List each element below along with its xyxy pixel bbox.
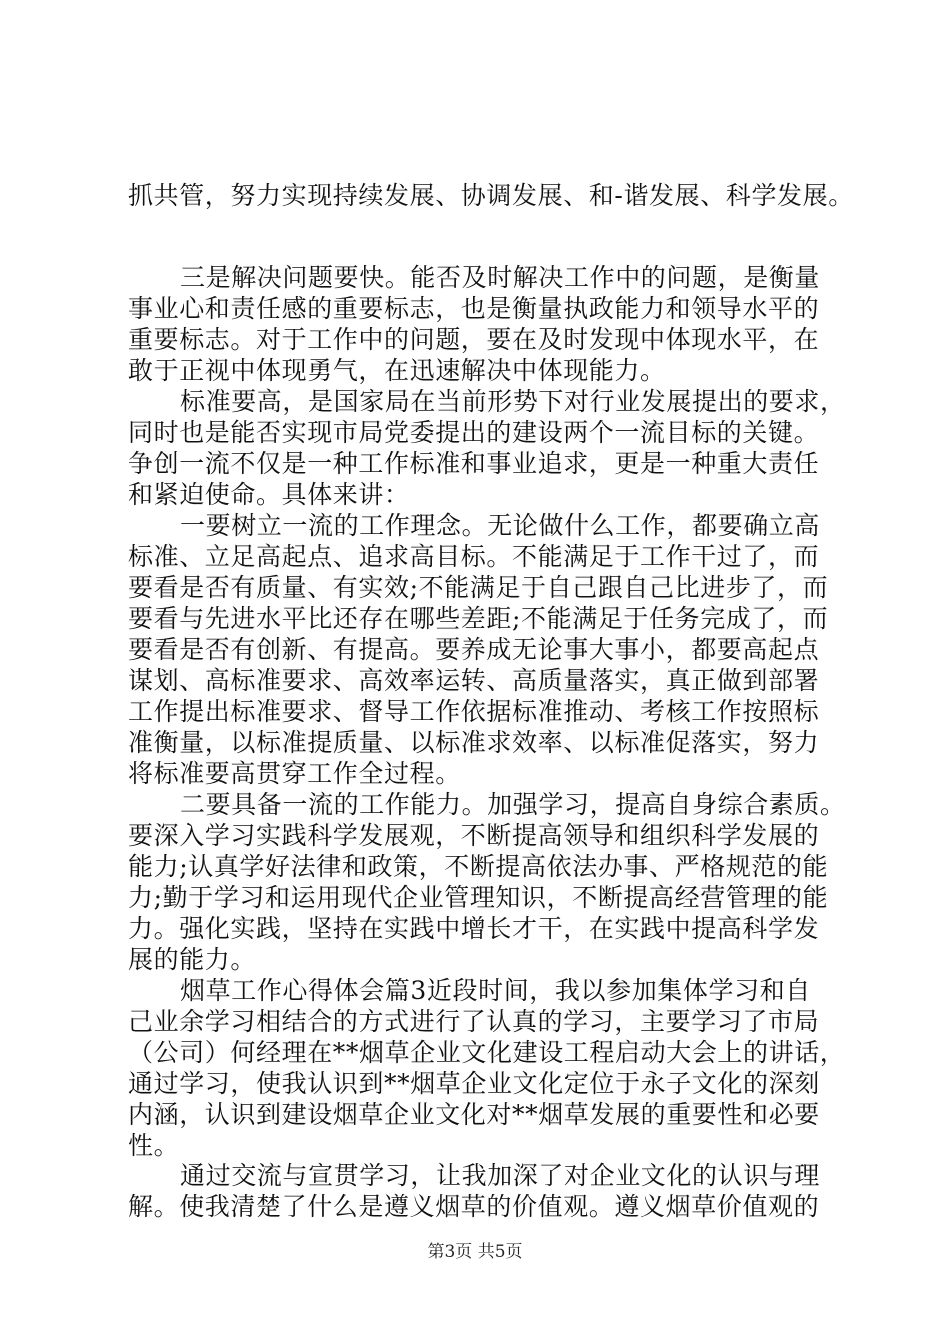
text-block-top (128, 180, 854, 211)
text-line: 己业余学习相结合的方式进行了认真的学习，主要学习了市局 (128, 1007, 820, 1036)
paragraph-start-line: 烟草工作心得体会篇3近段时间，我以参加集体学习和自 (180, 976, 811, 1005)
paragraph-start-line: 标准要高，是国家局在当前形势下对行业发展提出的要求， (180, 387, 846, 416)
text-block-main (128, 262, 846, 1161)
text-line: 性。 (128, 1131, 180, 1160)
paragraph-start-line: 一要树立一流的工作理念。无论做什么工作，都要确立高 (180, 511, 821, 540)
text-line: （公司）何经理在**烟草企业文化建设工程启动大会上的讲话， (128, 1038, 846, 1067)
text-line: 能力;认真学好法律和政策，不断提高依法办事、严格规范的能 (128, 852, 829, 881)
text-line: 和紧迫使命。具体来讲： (128, 480, 410, 509)
text-line: 展的能力。 (128, 945, 257, 974)
paragraph-start-line: 二要具备一流的工作能力。加强学习，提高自身综合素质。 (180, 790, 846, 819)
paragraph-start-line: 三是解决问题要快。能否及时解决工作中的问题，是衡量 (180, 263, 821, 292)
text-line: 标准、立足高起点、追求高目标。不能满足于工作干过了，而 (128, 542, 820, 571)
text-line: 通过学习，使我认识到**烟草企业文化定位于永子文化的深刻 (128, 1069, 820, 1098)
text-line: 解。使我清楚了什么是遵义烟草的价值观。遵义烟草价值观的 (128, 1192, 820, 1221)
text-line: 要深入学习实践科学发展观，不断提高领导和组织科学发展的 (128, 821, 820, 850)
text-line: 事业心和责任感的重要标志，也是衡量执政能力和领导水平的 (128, 294, 820, 323)
page-number-footer: 第3页 共5页 (427, 1242, 523, 1262)
text-line: 要看与先进水平比还存在哪些差距;不能满足于任务完成了，而 (128, 604, 829, 633)
text-line: 要看是否有质量、有实效;不能满足于自己跟自己比进步了，而 (128, 573, 829, 602)
text-line: 力;勤于学习和运用现代企业管理知识，不断提高经营管理的能 (128, 883, 829, 912)
text-line: 抓共管，努力实现持续发展、协调发展、和-谐发展、科学发展。 (128, 181, 854, 210)
text-line: 准衡量，以标准提质量、以标准求效率、以标准促落实，努力 (128, 728, 820, 757)
text-line: 争创一流不仅是一种工作标准和事业追求，更是一种重大责任 (128, 449, 820, 478)
text-line: 工作提出标准要求、督导工作依据标准推动、考核工作按照标 (128, 697, 820, 726)
text-line: 将标准要高贯穿工作全过程。 (128, 759, 461, 788)
text-line: 重要标志。对于工作中的问题，要在及时发现中体现水平，在 (128, 325, 820, 354)
text-line: 谋划、高标准要求、高效率运转、高质量落实，真正做到部署 (128, 666, 820, 695)
text-line: 内涵，认识到建设烟草企业文化对**烟草发展的重要性和必要 (128, 1100, 820, 1129)
text-line: 要看是否有创新、有提高。要养成无论事大事小，都要高起点 (128, 635, 820, 664)
text-line: 同时也是能否实现市局党委提出的建设两个一流目标的关键。 (128, 418, 820, 447)
text-line: 力。强化实践，坚持在实践中增长才干，在实践中提高科学发 (128, 914, 820, 943)
text-line: 敢于正视中体现勇气，在迅速解决中体现能力。 (128, 356, 666, 385)
paragraph-start-line: 通过交流与宣贯学习，让我加深了对企业文化的认识与理 (180, 1161, 821, 1190)
text-block-last (128, 1160, 834, 1222)
